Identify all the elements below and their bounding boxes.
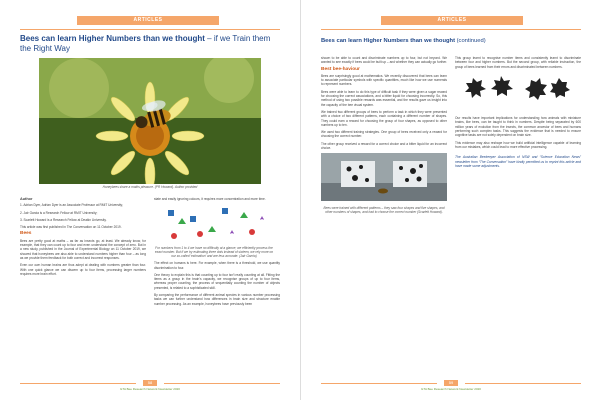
body-paragraph: The effect on humans is here. For example, when there is a threshold, we use quantity discrimination to four. — [154, 261, 280, 270]
page-header-label: ARTICLES — [381, 16, 523, 25]
section-heading-best-bee-haviour: Best bee-haviour — [321, 66, 360, 72]
section-heading-bees: Bees — [20, 231, 32, 237]
author-3: 3. Scarlett Howard is a Research Fellow at Deakin University. — [20, 217, 107, 222]
article-title-continued — [321, 38, 583, 45]
body-paragraph: This evidence may also reshape how we build artificial intelligence capable of learning from our mistakes, which could lead to more effective processing. — [455, 140, 581, 149]
title-main: Bees can learn Higher Numbers than we thought — [321, 38, 455, 44]
title-subtitle: – if we Train them the Right Way — [20, 34, 271, 53]
footer-text: GTA Bee Research Network Newsletter 2020 — [120, 387, 180, 391]
page-number: 59 — [444, 380, 458, 386]
body-paragraph: state and easily ignoring colours, it requires more concentration and more time. — [154, 197, 266, 201]
footer-rule — [321, 383, 437, 384]
footer-rule — [20, 383, 136, 384]
figure-caption: Bees were trained with different patterns – they saw four shapes and five shapes, and other numbers of shapes, and had to choose the correct number (Scarlett Howard). — [323, 205, 445, 214]
footer-rule — [164, 383, 280, 384]
fractal-shapes-figure — [461, 72, 581, 113]
body-paragraph: This group learnt to recognise number items and consistently learnt to discriminate between four and higher numbers. But the second group, with reliable instruction, the group of bees learned from their errors and discriminated between numbers. — [455, 56, 581, 69]
left-column-2 — [154, 197, 280, 309]
body-paragraph: The other group received a reward for a correct choice and a bitter liquid for an incorrect choice. — [321, 141, 447, 151]
title-continued-label: (continued) — [456, 38, 486, 44]
photo-caption: Honeybees share a maths pleasure. (PR Howard). Author provided — [102, 185, 198, 189]
authors-heading: Author — [20, 197, 33, 201]
article-title — [20, 34, 282, 54]
reprint-note: The Australian Beekeeper Association of NSW and “Science Education News” newsletter from “The Conversation” have kindly permitted us to reprint this article and have made some adjustments. — [455, 155, 581, 169]
right-column-2 — [455, 56, 581, 168]
republication-note: This article was first published in The Conversation on 11 October 2019. — [20, 225, 122, 230]
author-2: 2. Jair Garcia is a Research Fellow at RMIT University; — [20, 210, 98, 215]
right-column-1 — [321, 56, 447, 214]
body-paragraph: By comparing the performance of different animal species in various number processing tasks we can further understand how differences in brain size and structure enable number processing. As an example, honeybees have previously been — [154, 292, 280, 306]
bee-training-photo — [321, 153, 447, 202]
right-page — [300, 0, 600, 400]
page-number: 58 — [143, 380, 157, 386]
dot-count-figure — [160, 204, 280, 245]
header-rule — [20, 29, 280, 30]
header-rule — [321, 29, 581, 30]
body-paragraph: We trained two different groups of bees to perform a task in which they were presented with a choice of two different patterns, each containing a different number of shapes. They could earn a reward for choosing the group of four shapes, as opposed to other numbers up to ten. — [321, 109, 447, 127]
left-column-1 — [20, 197, 146, 279]
footer-text: GTA Bee Research Network Newsletter 2020 — [421, 387, 481, 391]
body-paragraph: Bees are surprisingly good at mathematics. We recently discovered that bees can learn to associate particular symbols with specific quantities, much like how we use numerals to represent numbers. — [321, 73, 447, 87]
title-main: Bees can learn Higher Numbers than we thought — [20, 34, 205, 43]
footer-rule — [465, 383, 581, 384]
body-paragraph: Bees were able to learn to do this type of difficult task if they were given a sugar reward for choosing the correct associations, and a bitter liquid for choosing incorrectly. So, this method of using two possible rewards was essential, and the results gave us insight into the capacity of the bee visual system. — [321, 89, 447, 107]
bee-photo — [39, 58, 261, 184]
figure-caption: For numbers from 1 to 4 we have no difficulty at a glance; we efficiently process the exact number. But if we try estimating three dots instead of sixteen, we rely more on our so-called 'estimation' and are less accurate. (Jair Garcia) — [154, 245, 274, 258]
body-paragraph: Even our own human brains are thus adept at dealing with numbers greater than four. With one quick glance we can discern up to four items, processing larger numbers requires more brain effort. — [20, 263, 146, 276]
body-paragraph: One theory to explain this is that counting up to four isn't really counting at all. Fitting the items as a group in the brain’s capacity, we recognise groups of up to four items, whereas proper counting, the process of sequentially counting the number of objects presented, is related to a sophisticated skill. — [154, 272, 280, 290]
page-header-label: ARTICLES — [77, 16, 219, 25]
body-paragraph: We used two different training strategies. One group of bees received only a reward for choosing the correct number. — [321, 130, 447, 139]
body-paragraph: shown to be able to count and discriminate numbers up to four, but not beyond. We wanted to see exactly if bees could be built up – and whether they can actually go further. — [321, 56, 447, 65]
body-paragraph: Our results have important implications for understanding how animals with miniature brains, like bees, can be taught to think in numbers. Despite being separated by 600 million years of evolution from the insects, the common ancestor of bees and humans performing such complex tasks. This suggests the evidence that is needed to ensure cognitive tasks are not solely dependent on brain size. — [455, 116, 581, 138]
body-paragraph: Bees are pretty good at maths – as far as insects go, at least. We already know, for example, that they can count up to four and even understand the concept of zero. But in a new study, published in the Journal of Experimental Biology on 11 October 2019, we showed that honeybees are also able to understand numbers higher than four – as long as we provide them feedback for both correct and incorrect responses. — [20, 238, 146, 260]
author-1: 1. Adrian Dyer, Adrian Dyer is an Associate Professor at RMIT University; — [20, 203, 124, 208]
